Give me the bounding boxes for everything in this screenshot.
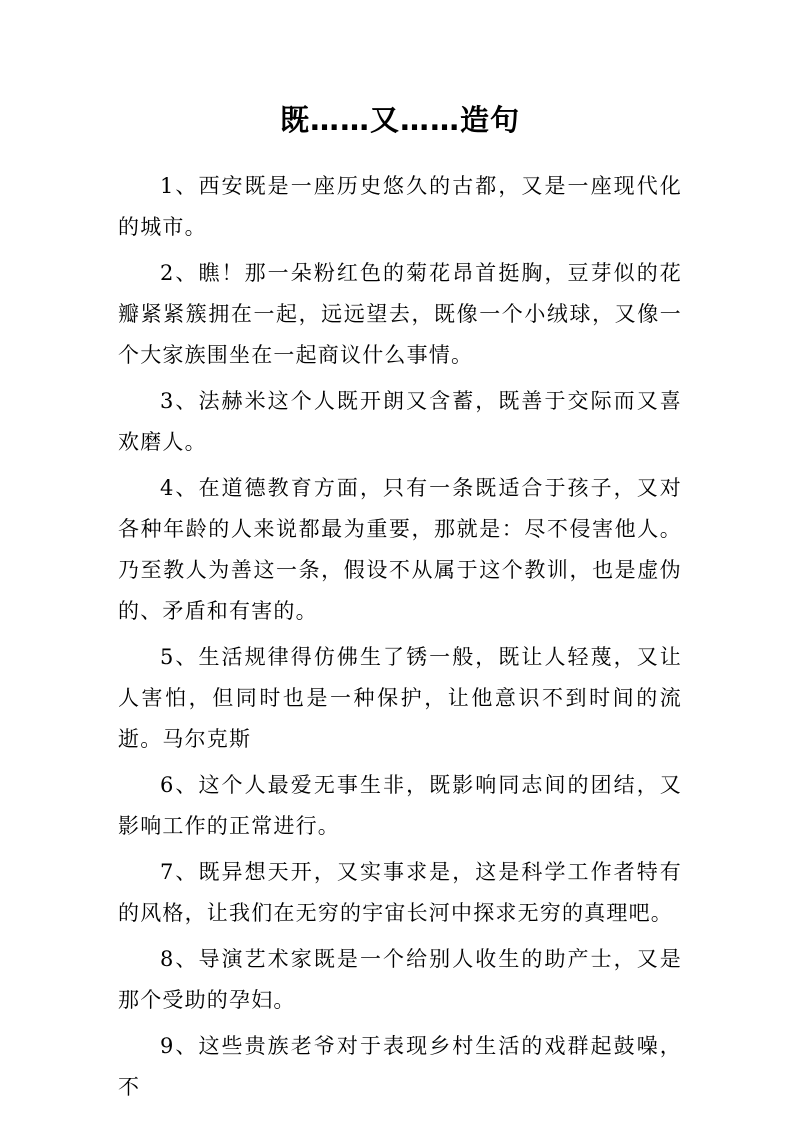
document-title: 既……又……造句 — [279, 103, 520, 137]
sentence-paragraph-9: 9、这些贵族老爷对于表现乡村生活的戏群起鼓噪，不 — [118, 1034, 682, 1099]
sentence-paragraph-8: 8、导演艺术家既是一个给别人收生的助产士，又是那个受助的孕妇。 — [118, 947, 682, 1012]
sentence-paragraph-1: 1、西安既是一座历史悠久的古都，又是一座现代化的城市。 — [118, 174, 682, 239]
sentence-paragraph-4: 4、在道德教育方面，只有一条既适合于孩子，又对各种年龄的人来说都最为重要，那就是：尽不侵害他人。乃至教人为善这一条，假设不从属于这个教训，也是虚伪的、矛盾和有害的。 — [118, 476, 682, 623]
sentence-paragraph-2: 2、瞧！那一朵粉红色的菊花昂首挺胸，豆芽似的花瓣紧紧簇拥在一起，远远望去，既像一个小绒球，又像一个大家族围坐在一起商议什么事情。 — [118, 261, 682, 367]
sentence-paragraph-6: 6、这个人最爱无事生非，既影响同志间的团结，又影响工作的正常进行。 — [118, 773, 682, 838]
sentence-paragraph-3: 3、法赫米这个人既开朗又含蓄，既善于交际而又喜欢磨人。 — [118, 389, 682, 454]
sentence-paragraph-5: 5、生活规律得仿佛生了锈一般，既让人轻蔑，又让人害怕，但同时也是一种保护，让他意识不到时间的流逝。马尔克斯 — [118, 645, 682, 751]
sentence-paragraph-7: 7、既异想天开，又实事求是，这是科学工作者特有的风格，让我们在无穷的宇宙长河中探求无穷的真理吧。 — [118, 860, 682, 925]
